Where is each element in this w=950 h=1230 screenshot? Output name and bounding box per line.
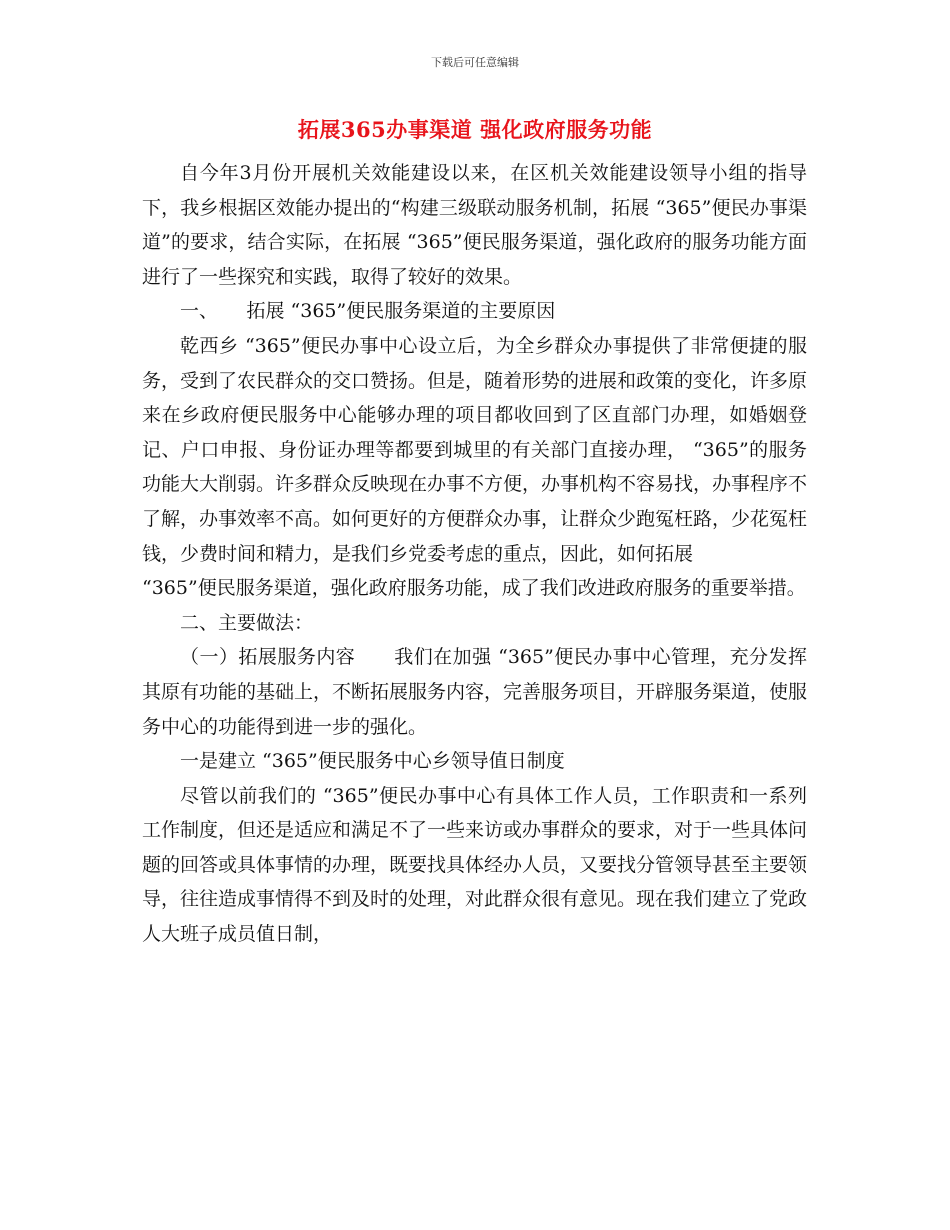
section-heading-2: 二、主要做法： — [180, 611, 314, 634]
paragraph-duty-system: 尽管以前我们的 “365”便民办事中心有具体工作人员，工作职责和一系列工作制度，但还是适应和满足不了一些来访或办事群众的要求，对于一些具体问题的回答或具体事情的办理，既要找具体经办人员，又要找分管领导甚至主要领导，往往造成事情得不到及时的处理，对此群众很有意见。现在我们建立了党政人大班子成员值日制， — [142, 784, 808, 946]
paragraph-intro: 自今年3月份开展机关效能建设以来，在区机关效能建设领导小组的指导下，我乡根据区效能办提出的“构建三级联动服务机制，拓展 “365”便民办事渠道”的要求，结合实际，在拓展 “365”便民服务渠道，强化政府的服务功能方面进行了一些探究和实践，取得了较好的效果。 — [142, 162, 807, 288]
paragraph-reasons: 乾西乡 “365”便民办事中心设立后，为全乡群众办事提供了非常便捷的服务，受到了农民群众的交口赞扬。但是，随着形势的进展和政策的变化，许多原来在乡政府便民服务中心能够办理的项目都收回到了区直部门办理，如婚姻登记、户口申报、身份证办理等都要到城里的有关部门直接办理， “365”的服务功能大大削弱。许多群众反映现在办事不方便，办事机构不容易找，办事程序不了解，办事效率不高。如何更好的方便群众办事，让群众少跑冤枉路，少花冤枉钱，少费时间和精力，是我们乡党委考虑的重点，因此，如何拓展 — [142, 334, 808, 565]
paragraph-reasons-cont: “365”便民服务渠道，强化政府服务功能，成了我们改进政府服务的重要举措。 — [142, 577, 806, 600]
subheading-duty-system: 一是建立 “365”便民服务中心乡领导值日制度 — [180, 750, 565, 773]
paragraph-expand-services: （一）拓展服务内容 我们在加强 “365”便民办事中心管理，充分发挥其原有功能的基础上，不断拓展服务内容，完善服务项目，开辟服务渠道，使服务中心的功能得到进一步的强化。 — [142, 646, 808, 738]
section-heading-1: 一、 拓展 “365”便民服务渠道的主要原因 — [180, 300, 556, 323]
header-note: 下载后可任意编辑 — [431, 56, 519, 69]
document-body — [142, 156, 807, 952]
document-title: 拓展365办事渠道 强化政府服务功能 — [297, 117, 653, 142]
